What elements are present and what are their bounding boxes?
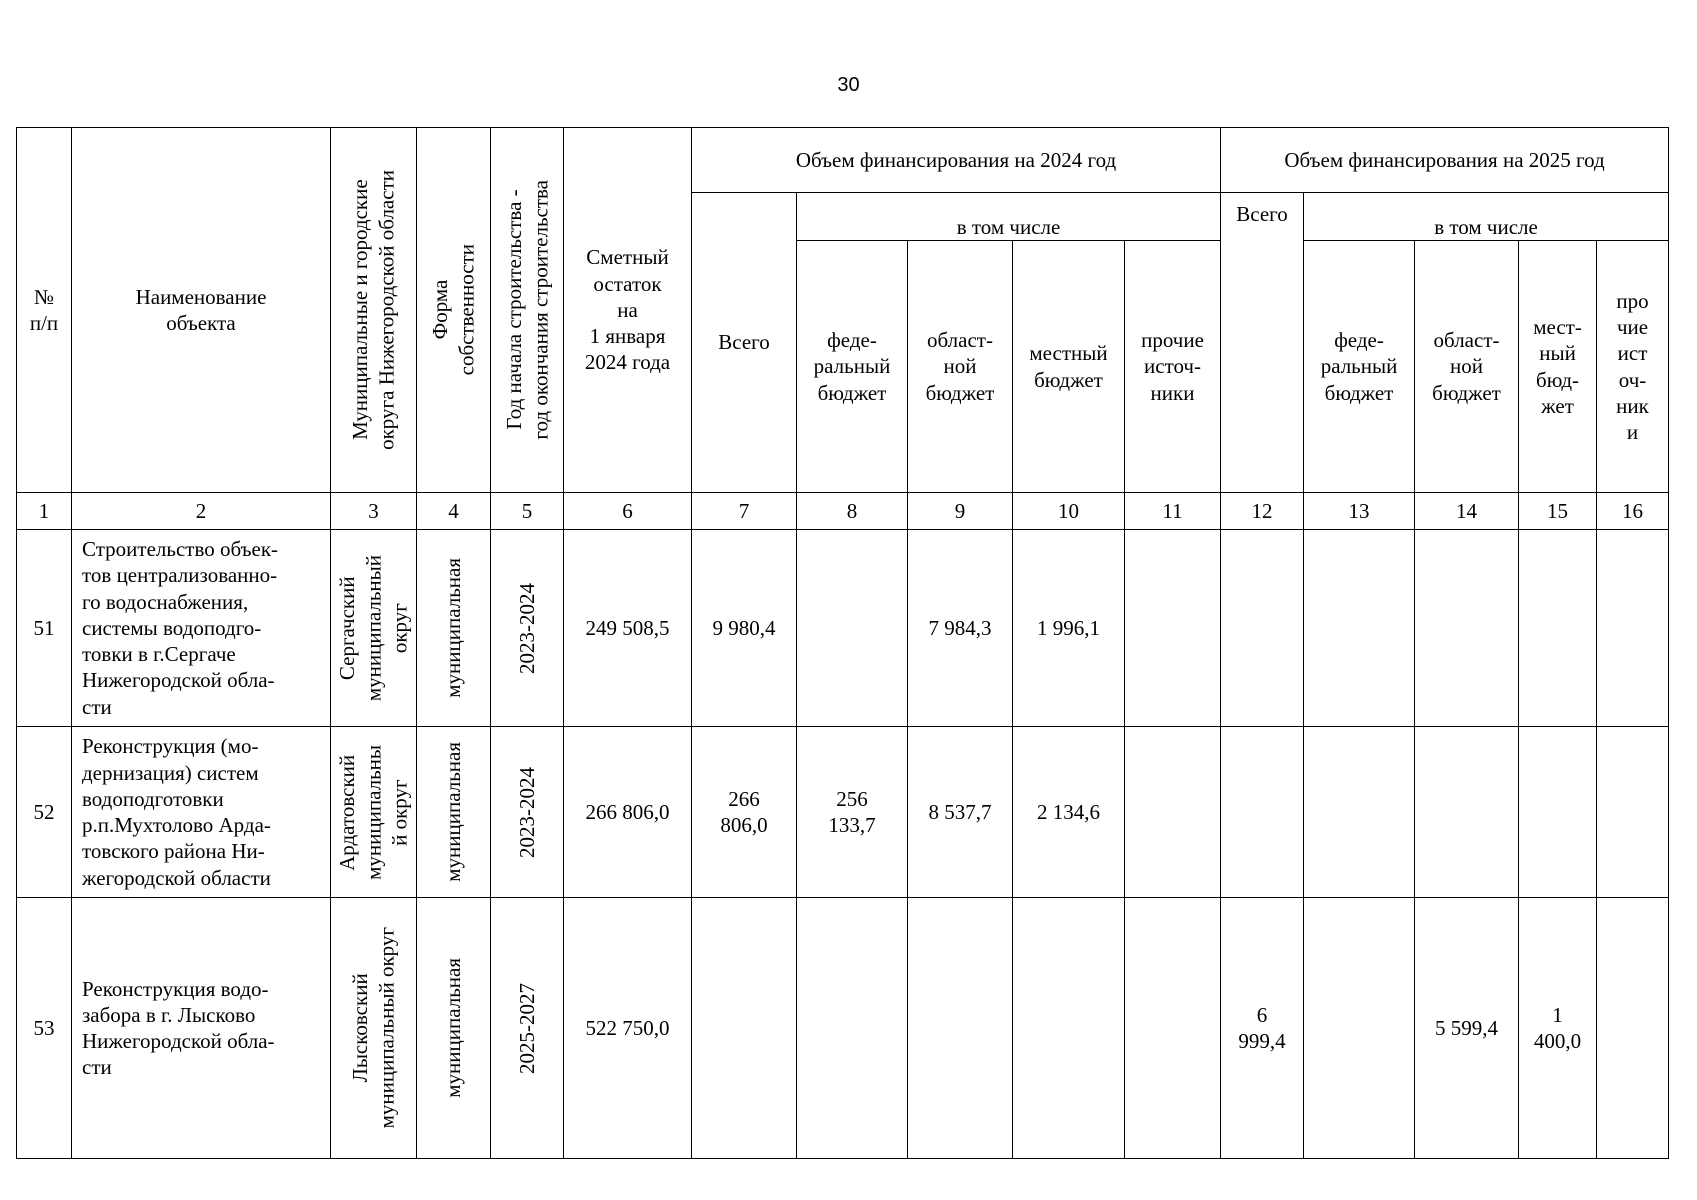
row-federal-2024 bbox=[797, 530, 908, 727]
row-federal-2024 bbox=[797, 898, 908, 1159]
row-regional-2025 bbox=[1415, 727, 1519, 898]
row-years-text: 2025-2027 bbox=[514, 982, 539, 1074]
row-num: 52 bbox=[17, 727, 72, 898]
row-years bbox=[491, 898, 564, 1159]
column-number: 11 bbox=[1125, 493, 1221, 530]
row-ownership-text: муниципальная bbox=[441, 958, 466, 1098]
header-federal-2024: феде- ральный бюджет bbox=[797, 241, 908, 493]
column-number: 4 bbox=[417, 493, 491, 530]
header-total-2025: Всего bbox=[1221, 193, 1304, 493]
table-row bbox=[17, 530, 1669, 727]
column-number: 15 bbox=[1519, 493, 1597, 530]
column-number: 6 bbox=[564, 493, 692, 530]
row-ownership bbox=[417, 727, 491, 898]
financing-table bbox=[16, 127, 1669, 1159]
row-local-2024 bbox=[1013, 898, 1125, 1159]
row-name: Строительство объек- тов централизованно- го водоснабжения, системы водоподго- товки в г.Сергаче Нижегородской обла- сти bbox=[72, 530, 331, 727]
row-years-text: 2023-2024 bbox=[514, 582, 539, 674]
row-ownership-text: муниципальная bbox=[441, 558, 466, 698]
row-ownership-text: муниципальная bbox=[441, 742, 466, 882]
row-years bbox=[491, 530, 564, 727]
row-local-2025 bbox=[1519, 530, 1597, 727]
header-regional-2025: област- ной бюджет bbox=[1415, 241, 1519, 493]
header-years-text: Год начала строительства - год окончания строительства bbox=[501, 180, 552, 440]
column-number: 7 bbox=[692, 493, 797, 530]
header-ownership bbox=[417, 128, 491, 493]
column-number: 14 bbox=[1415, 493, 1519, 530]
column-number: 10 bbox=[1013, 493, 1125, 530]
header-federal-2025: феде- ральный бюджет bbox=[1304, 241, 1415, 493]
header-ownership-text: Форма собственности bbox=[428, 244, 479, 376]
row-total-2025 bbox=[1221, 727, 1304, 898]
column-number: 3 bbox=[331, 493, 417, 530]
row-num: 51 bbox=[17, 530, 72, 727]
table-row bbox=[17, 727, 1669, 898]
header-name: Наименование объекта bbox=[72, 128, 331, 493]
row-municipality bbox=[331, 727, 417, 898]
header-estimate: Сметный остаток на 1 января 2024 года bbox=[564, 128, 692, 493]
row-local-2024: 2 134,6 bbox=[1013, 727, 1125, 898]
row-regional-2025: 5 599,4 bbox=[1415, 898, 1519, 1159]
row-local-2025: 1 400,0 bbox=[1519, 898, 1597, 1159]
header-row-1 bbox=[17, 128, 1669, 193]
row-total-2025 bbox=[1221, 530, 1304, 727]
header-local-2025: мест- ный бюд- жет bbox=[1519, 241, 1597, 493]
header-fin-2025: Объем финансирования на 2025 год bbox=[1221, 128, 1669, 193]
row-name: Реконструкция (мо- дернизация) систем водоподготовки р.п.Мухтолово Арда- товского района Ни- жегородской области bbox=[72, 727, 331, 898]
page-number: 30 bbox=[837, 74, 860, 96]
column-number: 2 bbox=[72, 493, 331, 530]
row-total-2025: 6 999,4 bbox=[1221, 898, 1304, 1159]
row-municipality-text: Ардатовский муниципальны й округ bbox=[335, 744, 412, 880]
column-number: 16 bbox=[1597, 493, 1669, 530]
row-local-2024: 1 996,1 bbox=[1013, 530, 1125, 727]
row-local-2025 bbox=[1519, 727, 1597, 898]
column-number-row bbox=[17, 493, 1669, 530]
row-federal-2025 bbox=[1304, 530, 1415, 727]
row-ownership bbox=[417, 898, 491, 1159]
header-fin-2024: Объем финансирования на 2024 год bbox=[692, 128, 1221, 193]
column-number: 8 bbox=[797, 493, 908, 530]
row-federal-2025 bbox=[1304, 727, 1415, 898]
column-number: 9 bbox=[908, 493, 1013, 530]
row-regional-2024: 7 984,3 bbox=[908, 530, 1013, 727]
row-municipality-text: Сергачский муниципальный округ bbox=[335, 554, 412, 702]
row-other-2024 bbox=[1125, 898, 1221, 1159]
header-regional-2024: област- ной бюджет bbox=[908, 241, 1013, 493]
header-other-2024: прочие источ- ники bbox=[1125, 241, 1221, 493]
column-number: 5 bbox=[491, 493, 564, 530]
header-other-2025: про чие ист оч- ник и bbox=[1597, 241, 1669, 493]
header-incl-2025: в том числе bbox=[1304, 193, 1669, 241]
row-federal-2024: 256 133,7 bbox=[797, 727, 908, 898]
header-total-2024: Всего bbox=[692, 193, 797, 493]
row-regional-2024 bbox=[908, 898, 1013, 1159]
row-name: Реконструкция водо- забора в г. Лысково Нижегородской обла- сти bbox=[72, 898, 331, 1159]
row-total-2024: 9 980,4 bbox=[692, 530, 797, 727]
row-other-2025 bbox=[1597, 898, 1669, 1159]
header-municipality-text: Муниципальные и городские округа Нижегородской области bbox=[348, 170, 399, 450]
row-estimate: 266 806,0 bbox=[564, 727, 692, 898]
row-total-2024: 266 806,0 bbox=[692, 727, 797, 898]
row-federal-2025 bbox=[1304, 898, 1415, 1159]
column-number: 1 bbox=[17, 493, 72, 530]
row-other-2024 bbox=[1125, 530, 1221, 727]
row-municipality bbox=[331, 530, 417, 727]
row-municipality bbox=[331, 898, 417, 1159]
row-num: 53 bbox=[17, 898, 72, 1159]
row-other-2025 bbox=[1597, 727, 1669, 898]
header-incl-2024: в том числе bbox=[797, 193, 1221, 241]
row-estimate: 249 508,5 bbox=[564, 530, 692, 727]
row-years-text: 2023-2024 bbox=[514, 766, 539, 858]
row-total-2024 bbox=[692, 898, 797, 1159]
row-years bbox=[491, 727, 564, 898]
header-municipality bbox=[331, 128, 417, 493]
row-municipality-text: Лысковский муниципальный округ bbox=[348, 927, 399, 1129]
row-other-2024 bbox=[1125, 727, 1221, 898]
column-number: 13 bbox=[1304, 493, 1415, 530]
row-regional-2025 bbox=[1415, 530, 1519, 727]
header-years bbox=[491, 128, 564, 493]
row-other-2025 bbox=[1597, 530, 1669, 727]
column-number: 12 bbox=[1221, 493, 1304, 530]
row-ownership bbox=[417, 530, 491, 727]
row-regional-2024: 8 537,7 bbox=[908, 727, 1013, 898]
header-num: № п/п bbox=[17, 128, 72, 493]
header-local-2024: местный бюджет bbox=[1013, 241, 1125, 493]
row-estimate: 522 750,0 bbox=[564, 898, 692, 1159]
table-row bbox=[17, 898, 1669, 1159]
